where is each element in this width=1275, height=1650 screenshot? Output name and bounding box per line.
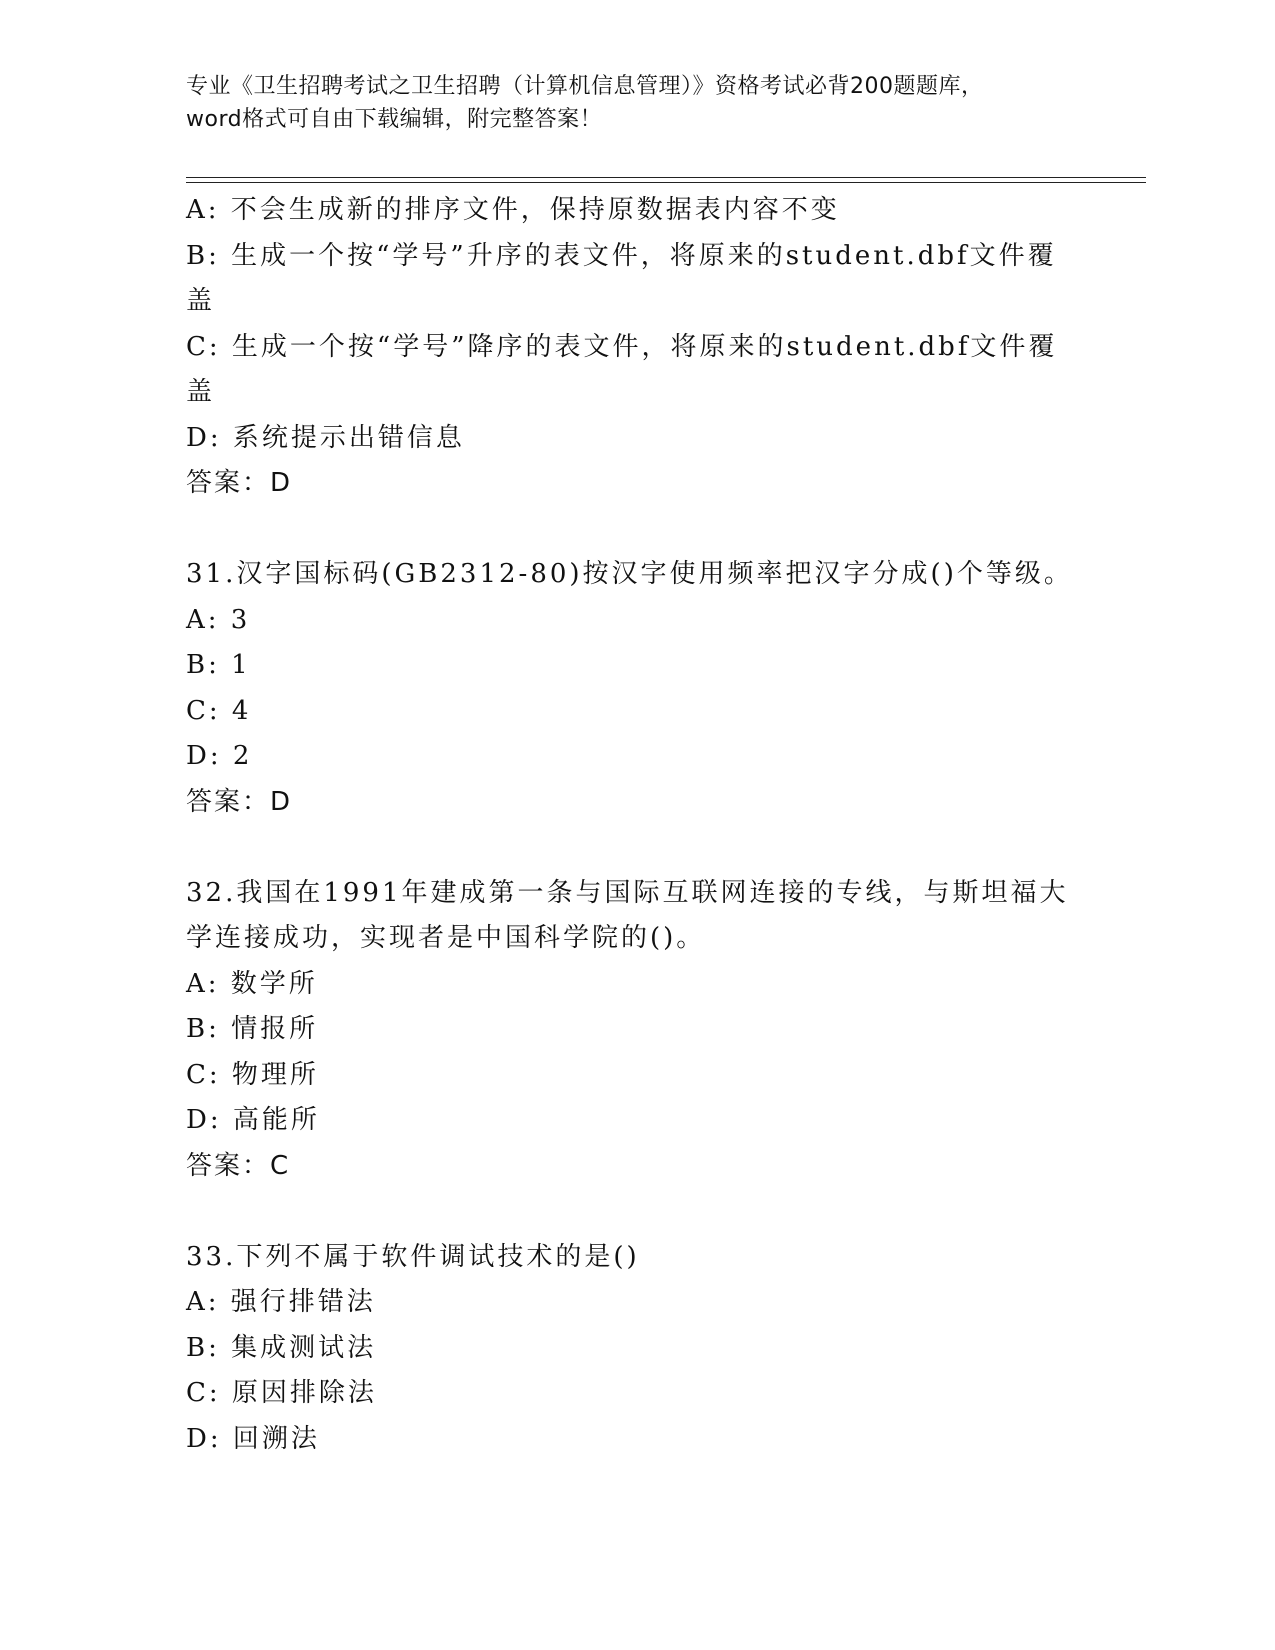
answer-label: 答案：D (186, 786, 293, 817)
question-block-31 (186, 552, 1086, 825)
option-d: D: 回溯法 (186, 1423, 320, 1454)
option-b: B: 生成一个按“学号”升序的表文件，将原来的student.dbf文件覆 (186, 240, 1057, 271)
header-divider-top (186, 177, 1146, 178)
spacer (186, 1189, 1086, 1235)
option-a: A: 3 (186, 604, 251, 635)
document-header (186, 70, 1086, 136)
spacer (186, 507, 1086, 553)
option-c-continued: 盖 (186, 377, 216, 407)
spacer (186, 825, 1086, 871)
question-list (186, 188, 1086, 1462)
option-d: D: 2 (186, 741, 253, 771)
option-b: B: 情报所 (186, 1014, 319, 1044)
option-c: C: 生成一个按“学号”降序的表文件，将原来的student.dbf文件覆 (186, 331, 1058, 362)
option-d: D: 系统提示出错信息 (186, 422, 465, 453)
question-block-32 (186, 871, 1086, 1190)
option-c: C: 4 (186, 695, 252, 726)
question-text: 33.下列不属于软件调试技术的是() (186, 1241, 640, 1272)
option-a: A: 强行排错法 (186, 1287, 376, 1317)
option-b-continued: 盖 (186, 286, 216, 316)
answer-label: 答案：C (186, 1150, 291, 1181)
option-c: C: 物理所 (186, 1059, 319, 1090)
answer-label: 答案：D (186, 468, 293, 498)
option-a: A: 数学所 (186, 968, 318, 999)
question-text-continued: 学连接成功，实现者是中国科学院的()。 (186, 923, 706, 953)
option-b: B: 集成测试法 (186, 1332, 377, 1363)
question-block-30 (186, 188, 1086, 507)
option-b: B: 1 (186, 650, 251, 680)
option-c: C: 原因排除法 (186, 1378, 377, 1408)
header-title-line-1: 专业《卫生招聘考试之卫生招聘（计算机信息管理）》资格考试必背200题题库， (186, 74, 984, 99)
option-a: A: 不会生成新的排序文件，保持原数据表内容不变 (186, 195, 840, 225)
header-title-line-2: word格式可自由下载编辑，附完整答案！ (186, 107, 603, 132)
question-text: 31.汉字国标码(GB2312-80)按汉字使用频率把汉字分成()个等级。 (186, 559, 1073, 589)
option-d: D: 高能所 (186, 1105, 320, 1135)
question-text: 32.我国在1991年建成第一条与国际互联网连接的专线，与斯坦福大 (186, 877, 1069, 908)
question-block-33 (186, 1235, 1086, 1463)
header-divider-bottom (186, 182, 1146, 183)
